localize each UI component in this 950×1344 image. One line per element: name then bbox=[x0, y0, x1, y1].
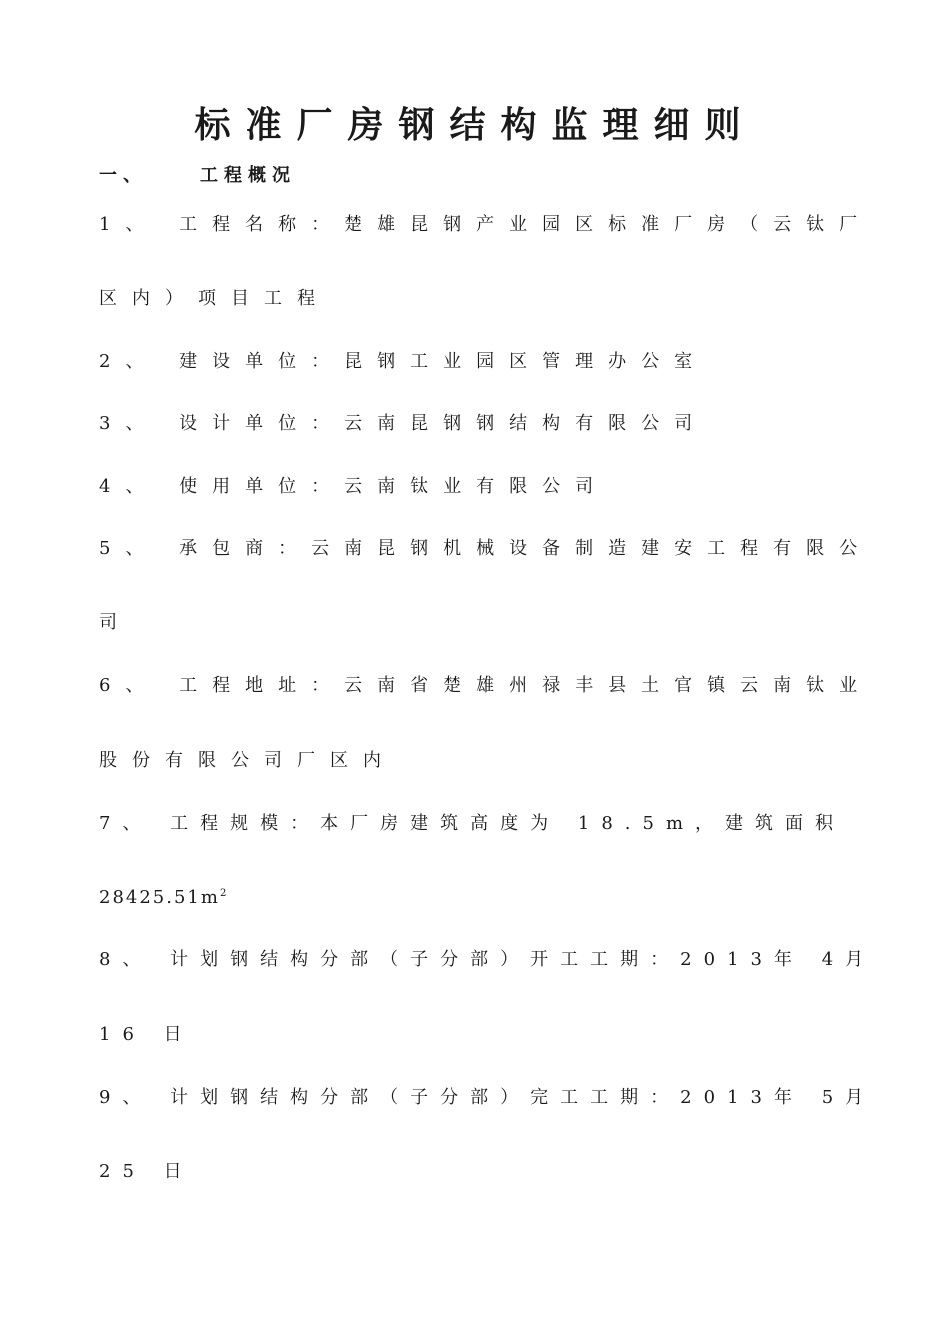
project-name-line: 1、 工程名称：楚雄昆钢产业园区标准厂房（云钛厂 bbox=[99, 214, 873, 235]
building-area-value: 28425.51m bbox=[99, 887, 220, 908]
contractor-line-cont: 司 bbox=[99, 612, 132, 633]
construction-unit-line: 2、 建设单位：昆钢工业园区管理办公室 bbox=[99, 351, 708, 372]
start-date-line-cont: 16 日 bbox=[99, 1024, 194, 1045]
project-name-line-cont: 区内）项目工程 bbox=[99, 288, 330, 309]
project-scale-line: 7、 工程规模：本厂房建筑高度为 18.5m，建筑面积 bbox=[99, 813, 846, 834]
section-title: 工程概况 bbox=[200, 165, 296, 186]
completion-date-line-cont: 25 日 bbox=[99, 1161, 194, 1182]
project-scale-line-cont bbox=[99, 886, 228, 910]
section-number: 一、 bbox=[99, 165, 147, 186]
completion-date-line: 9、 计划钢结构分部（子分部）完工工期：2013年 5月 bbox=[99, 1087, 876, 1108]
design-unit-line: 3、 设计单位：云南昆钢钢结构有限公司 bbox=[99, 413, 708, 434]
area-unit-superscript: 2 bbox=[219, 888, 229, 899]
start-date-line: 8、 计划钢结构分部（子分部）开工工期：2013年 4月 bbox=[99, 949, 876, 970]
project-address-line: 6、 工程地址：云南省楚雄州禄丰县土官镇云南钛业 bbox=[99, 675, 873, 696]
document-title: 标准厂房钢结构监理细则 bbox=[194, 104, 756, 146]
project-address-line-cont: 股份有限公司厂区内 bbox=[99, 750, 396, 771]
contractor-line: 5、 承包商：云南昆钢机械设备制造建安工程有限公 bbox=[99, 538, 873, 559]
user-unit-line: 4、 使用单位：云南钛业有限公司 bbox=[99, 476, 609, 497]
section-heading bbox=[99, 165, 296, 187]
